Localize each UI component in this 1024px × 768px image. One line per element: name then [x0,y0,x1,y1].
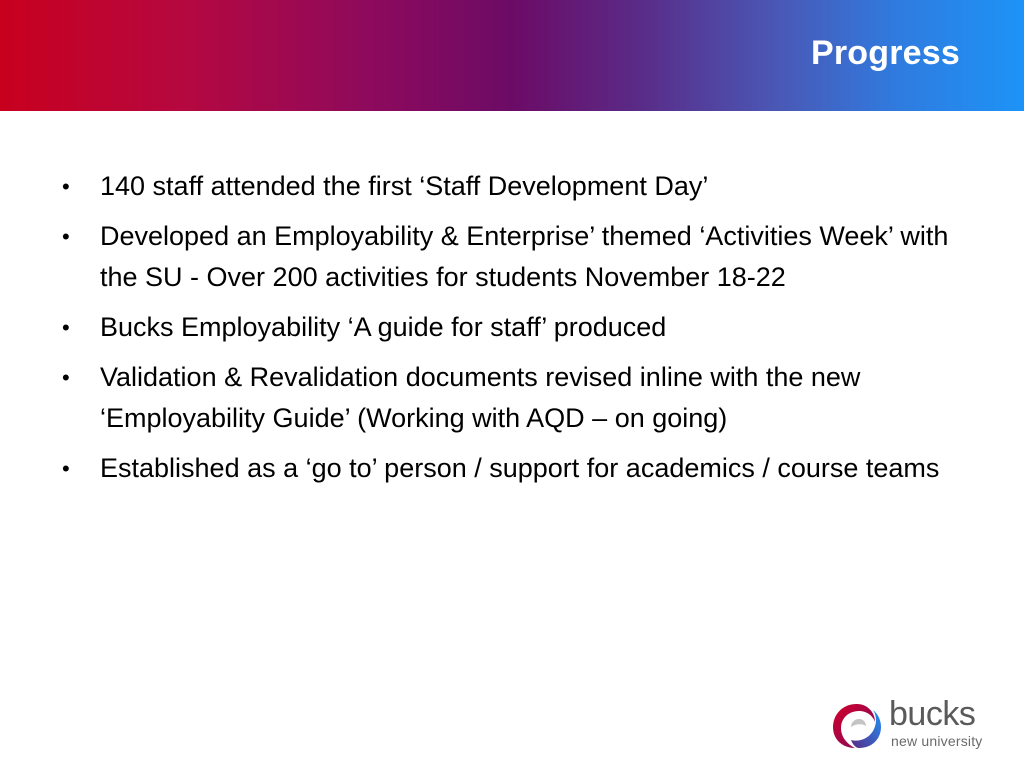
bullet-dot-icon: • [62,174,70,199]
bullet-dot-icon: • [62,456,70,481]
bullet-item [62,357,962,439]
bullet-item [62,166,962,207]
bullet-dot-icon: • [62,315,70,340]
bullet-item [62,448,962,489]
bullet-dot-icon: • [62,365,70,390]
bullet-text: Established as a ‘go to’ person / support for academics / course teams [100,453,940,483]
bullet-text: Developed an Employability & Enterprise’ themed ‘Activities Week’ with the SU - Over 200 activities for students November 18-22 [100,221,949,292]
bullet-text: 140 staff attended the first ‘Staff Development Day’ [100,171,709,201]
bullet-text: Validation & Revalidation documents revised inline with the new ‘Employability Guide’ (Working with AQD – on going) [100,362,861,433]
logo-subtitle: new university [891,733,983,749]
slide-title: Progress [810,34,960,72]
logo-wordmark: bucks [889,695,976,733]
bullet-dot-icon: • [62,224,70,249]
bucks-swirl-icon [829,700,885,752]
bullet-item [62,307,962,348]
bullet-list [62,166,962,498]
bullet-text: Bucks Employability ‘A guide for staff’ produced [100,312,667,342]
bullet-item [62,216,962,298]
bucks-logo [829,694,994,754]
